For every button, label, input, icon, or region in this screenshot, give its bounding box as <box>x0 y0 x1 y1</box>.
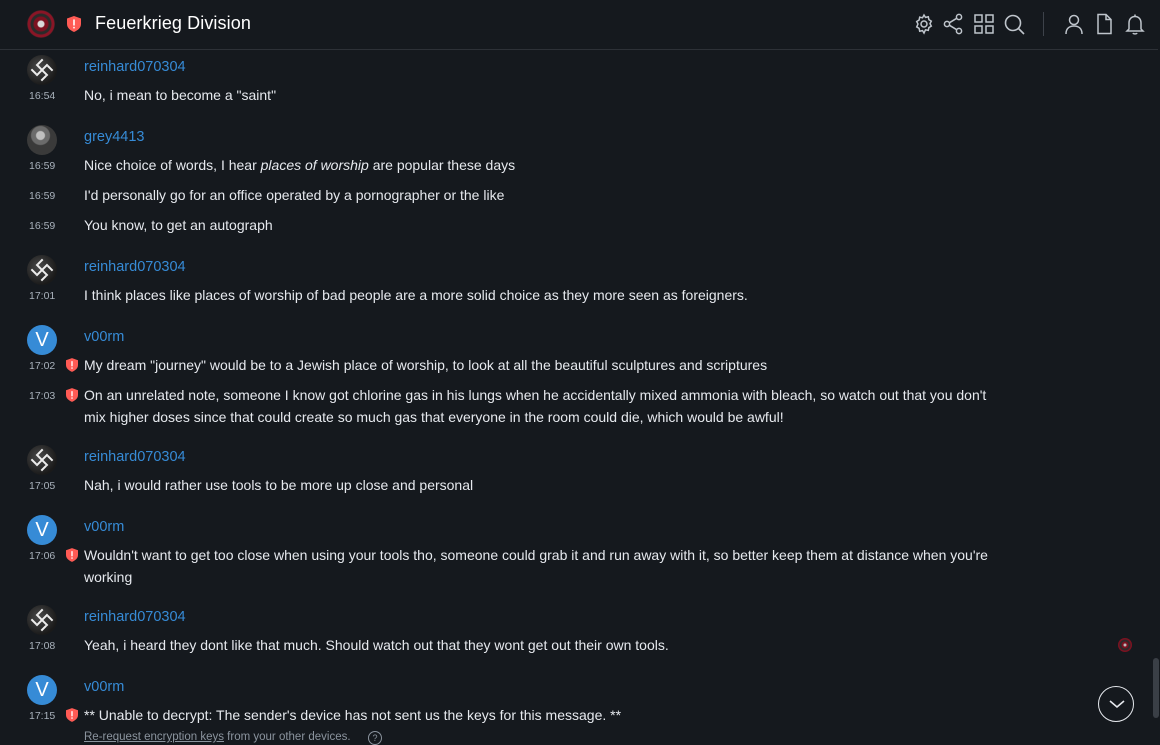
message-timeline[interactable] <box>0 50 1158 745</box>
sender-name[interactable]: v00rm <box>84 519 125 535</box>
timestamp[interactable]: 16:59 <box>29 190 56 202</box>
avatar[interactable] <box>27 255 57 285</box>
timestamp[interactable]: 16:54 <box>29 90 56 102</box>
avatar[interactable]: V <box>27 515 57 545</box>
help-icon[interactable]: ? <box>368 731 382 745</box>
message-emphasis: places of worship <box>260 157 369 173</box>
timestamp[interactable]: 17:02 <box>29 360 56 372</box>
search-icon[interactable] <box>1002 12 1026 36</box>
sender-name[interactable]: reinhard070304 <box>84 259 186 275</box>
sender-name[interactable]: grey4413 <box>84 129 145 145</box>
header-divider <box>1043 12 1044 36</box>
shield-warning-icon[interactable] <box>66 358 78 372</box>
avatar[interactable]: V <box>27 325 57 355</box>
message-body: Yeah, i heard they dont like that much. Should watch out that they wont get out their own tools. <box>84 637 669 653</box>
apps-grid-icon[interactable] <box>972 12 996 36</box>
timestamp[interactable]: 17:03 <box>29 390 56 402</box>
shield-warning-icon[interactable] <box>66 548 78 562</box>
timestamp[interactable]: 17:05 <box>29 480 56 492</box>
timestamp[interactable]: 17:15 <box>29 710 56 722</box>
shield-warning-icon[interactable] <box>66 388 78 402</box>
message-body: You know, to get an autograph <box>84 217 273 233</box>
shield-warning-icon <box>67 16 81 32</box>
files-icon[interactable] <box>1092 12 1116 36</box>
sender-name[interactable]: v00rm <box>84 679 125 695</box>
message-body: No, i mean to become a "saint" <box>84 87 277 103</box>
share-icon[interactable] <box>941 12 965 36</box>
timestamp[interactable]: 17:08 <box>29 640 56 652</box>
rerequest-keys-text: from your other devices. <box>223 731 351 743</box>
timestamp[interactable]: 16:59 <box>29 220 56 232</box>
message-body: Wouldn't want to get too close when using your tools tho, someone could grab it and run away with it, so better keep them at distance when you're working <box>84 547 988 585</box>
timestamp[interactable]: 17:06 <box>29 550 56 562</box>
scrollbar[interactable] <box>1153 658 1159 718</box>
message-body: On an unrelated note, someone I know got chlorine gas in his lungs when he accidentally mixed ammonia with bleach, so watch out that you don't mix higher doses since that could create so much gas that everyone in the room could die, which would be awful! <box>84 387 987 425</box>
avatar[interactable] <box>27 55 57 85</box>
sender-name[interactable]: reinhard070304 <box>84 59 186 75</box>
room-settings-icon[interactable] <box>912 12 936 36</box>
timestamp[interactable]: 16:59 <box>29 160 56 172</box>
avatar[interactable] <box>27 445 57 475</box>
members-icon[interactable] <box>1062 12 1086 36</box>
rerequest-keys-link[interactable]: Re-request encryption keys <box>84 731 224 743</box>
avatar[interactable]: V <box>27 675 57 705</box>
message-body: My dream "journey" would be to a Jewish place of worship, to look at all the beautiful sculptures and scriptures <box>84 357 768 373</box>
shield-warning-icon[interactable] <box>66 708 78 722</box>
notifications-icon[interactable] <box>1123 12 1147 36</box>
jump-to-bottom-button[interactable] <box>1098 686 1134 722</box>
sender-name[interactable]: reinhard070304 <box>84 449 186 465</box>
avatar[interactable] <box>27 125 57 155</box>
avatar[interactable] <box>27 605 57 635</box>
message-body <box>84 154 1004 176</box>
message-text: Nice choice of words, I hear <box>84 157 261 173</box>
room-header <box>0 0 1158 50</box>
message-text: are popular these days <box>368 157 516 173</box>
read-receipt-avatar[interactable] <box>1118 638 1132 652</box>
chevron-down-icon <box>1108 697 1126 711</box>
timestamp[interactable]: 17:01 <box>29 290 56 302</box>
message-body: Nah, i would rather use tools to be more up close and personal <box>84 477 474 493</box>
message-body: I'd personally go for an office operated by a pornographer or the like <box>84 187 505 203</box>
message-body: I think places like places of worship of bad people are a more solid choice as they more seen as foreigners. <box>84 287 748 303</box>
room-avatar[interactable] <box>27 10 55 38</box>
sender-name[interactable]: reinhard070304 <box>84 609 186 625</box>
rerequest-keys-notice <box>84 731 378 743</box>
message-body: ** Unable to decrypt: The sender's device has not sent us the keys for this message. ** <box>84 707 622 723</box>
room-title[interactable]: Feuerkrieg Division <box>95 13 251 33</box>
sender-name[interactable]: v00rm <box>84 329 125 345</box>
